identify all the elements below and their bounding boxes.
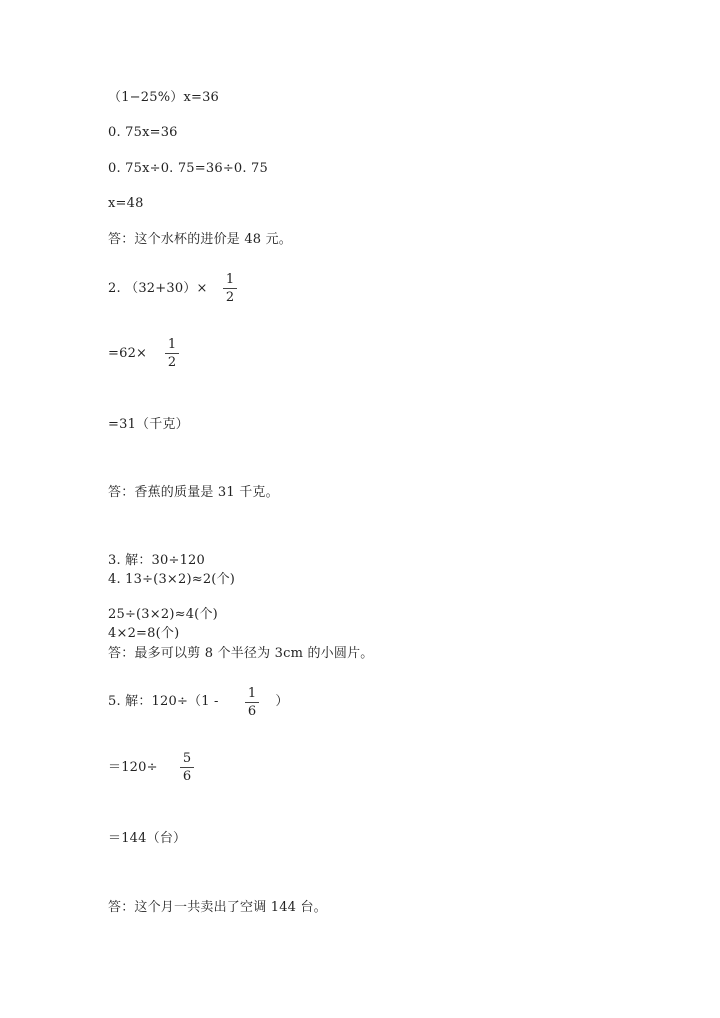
q1-equation-line-2: 0. 75x=36 xyxy=(108,125,178,140)
q4-line-2: 25÷(3×2)≈4(个) xyxy=(108,607,218,622)
q5-fraction-1-denominator: 6 xyxy=(247,704,257,719)
q5-expression-suffix: ） xyxy=(275,694,289,709)
q2-expression-line-1: 2. （32+30）× xyxy=(108,281,208,296)
q1-answer: 答：这个水杯的进价是 48 元。 xyxy=(108,232,293,247)
fraction-bar xyxy=(245,702,259,703)
q2-fraction-1 xyxy=(223,273,237,305)
q2-fraction-1-denominator: 2 xyxy=(225,290,235,305)
q5-expression-line-1 xyxy=(108,694,289,710)
q5-fraction-2-numerator: 5 xyxy=(182,751,192,766)
fraction-bar xyxy=(223,288,237,289)
q2-fraction-2 xyxy=(165,338,179,370)
q1-equation-line-3: 0. 75x÷0. 75=36÷0. 75 xyxy=(108,161,268,176)
q5-fraction-1 xyxy=(245,687,259,719)
q2-answer: 答：香蕉的质量是 31 千克。 xyxy=(108,485,279,500)
q5-expression-line-2: ＝120÷ xyxy=(108,760,158,775)
q5-fraction-2 xyxy=(180,752,194,784)
q2-fraction-2-numerator: 1 xyxy=(167,337,177,352)
q5-result: ＝144（台） xyxy=(108,831,187,846)
q5-fraction-1-numerator: 1 xyxy=(247,686,257,701)
fraction-bar xyxy=(165,353,179,354)
q1-equation-line-1: （1−25%）x=36 xyxy=(108,90,220,105)
q5-fraction-2-denominator: 6 xyxy=(182,769,192,784)
q4-line-3: 4×2=8(个) xyxy=(108,626,180,641)
q4-answer: 答：最多可以剪 8 个半径为 3cm 的小圆片。 xyxy=(108,646,374,661)
q4-line-1: 4. 13÷(3×2)≈2(个) xyxy=(108,572,236,587)
q5-answer: 答：这个月一共卖出了空调 144 台。 xyxy=(108,900,327,915)
q2-expression-line-2: =62× xyxy=(108,346,148,361)
fraction-bar xyxy=(180,767,194,768)
q1-equation-line-4: x=48 xyxy=(108,196,144,211)
q3-solution: 3. 解：30÷120 xyxy=(108,553,205,568)
q2-fraction-1-numerator: 1 xyxy=(225,272,235,287)
q2-fraction-2-denominator: 2 xyxy=(167,355,177,370)
q5-expression-prefix: 5. 解：120÷（1 - xyxy=(108,694,219,709)
q2-result: =31（千克） xyxy=(108,417,189,432)
